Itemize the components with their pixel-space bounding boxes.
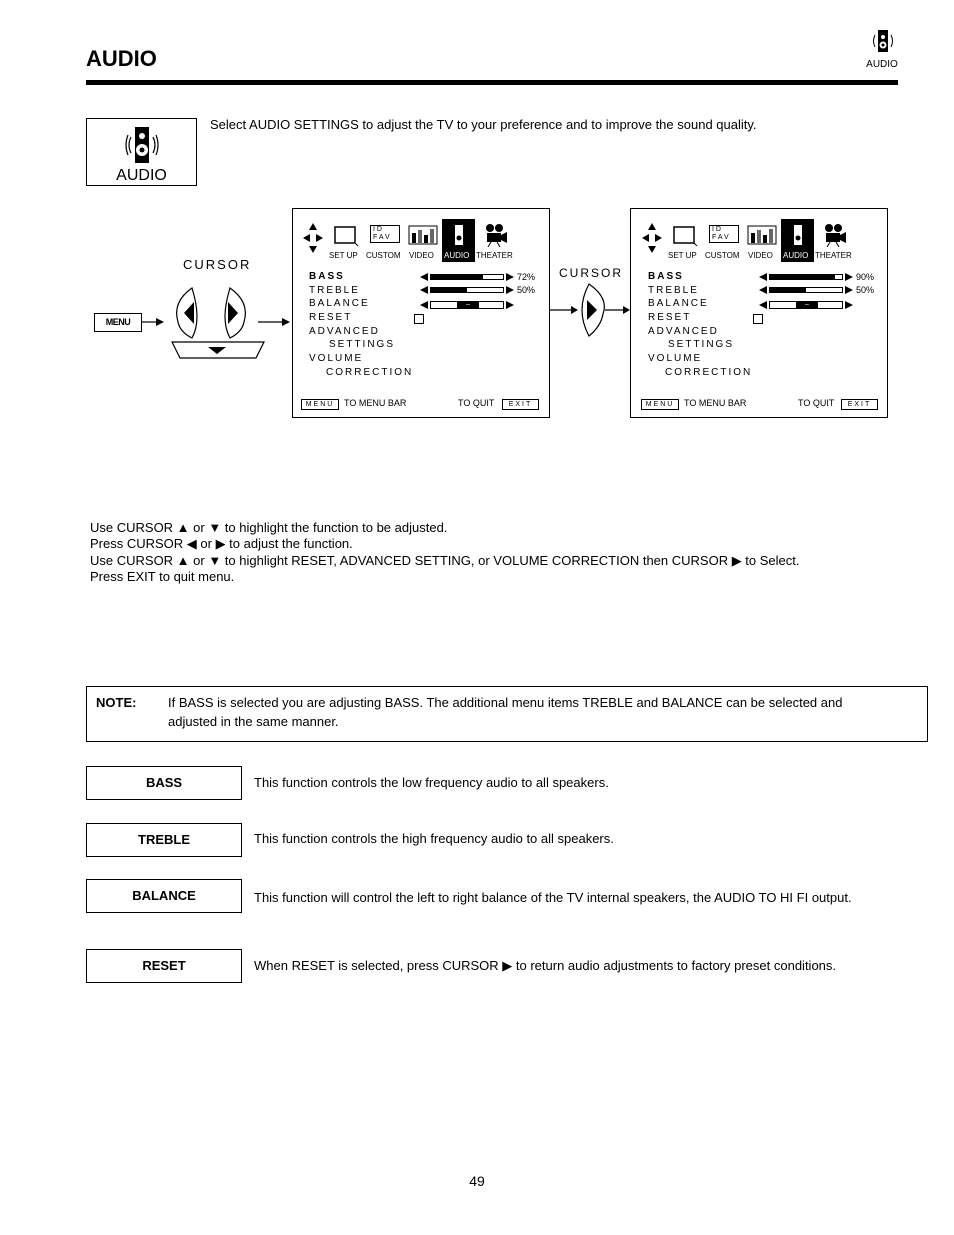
setup-tv-icon (672, 225, 698, 247)
custom-fav-icon: I D F A V (370, 225, 400, 243)
bass-bar (769, 274, 843, 280)
menu-item-balance: BALANCE (648, 298, 709, 309)
footer-menu-text: TO MENU BAR (684, 398, 747, 408)
balance-bar (430, 301, 504, 309)
right-arrow-icon (845, 286, 853, 294)
speaker-icon (450, 223, 468, 247)
theater-camera-icon (822, 223, 848, 247)
right-arrow-icon (845, 301, 853, 309)
video-icon (408, 225, 438, 245)
balance-center-mark: – (796, 302, 818, 308)
page-number: 49 (469, 1173, 485, 1189)
note-text-line-2: adjusted in the same manner. (168, 714, 339, 729)
footer-menu-button: MENU (641, 399, 679, 410)
instruction-line-1: Use CURSOR ▲ or ▼ to highlight the function to be adjusted. (90, 520, 448, 535)
title-rule (86, 80, 898, 85)
audio-icon-label: AUDIO (116, 167, 167, 184)
menu-item-reset: RESET (648, 312, 692, 323)
audio-icon-box (86, 118, 197, 186)
reset-checkbox (414, 314, 424, 324)
footer-menu-text: TO MENU BAR (344, 398, 407, 408)
footer-exit-button: EXIT (502, 399, 539, 410)
menu-button: MENU (94, 313, 142, 332)
function-desc-bass: This function controls the low frequency audio to all speakers. (254, 775, 609, 790)
intro-text: Select AUDIO SETTINGS to adjust the TV to your preference and to improve the sound quality. (210, 117, 757, 132)
menu-item-correction: CORRECTION (326, 367, 414, 378)
footer-exit-button: EXIT (841, 399, 878, 410)
treble-bar (769, 287, 843, 293)
tab-video: VIDEO (748, 251, 773, 260)
instruction-line-3: Use CURSOR ▲ or ▼ to highlight RESET, ADVANCED SETTING, or VOLUME CORRECTION then CURSOR ▶ to Select. (90, 553, 800, 568)
treble-percent: 50% (517, 285, 536, 295)
menu-item-volume: VOLUME (648, 353, 703, 364)
menu-screen-1 (292, 208, 550, 418)
function-label-balance: BALANCE (86, 879, 242, 913)
treble-bar-fill (770, 288, 806, 292)
tab-theater: THEATER (476, 251, 513, 260)
cursor-label: CURSOR (183, 257, 252, 272)
function-desc-balance: This function will control the left to right balance of the TV internal speakers, the AUDIO TO HI FI output. (254, 890, 852, 905)
note-box (86, 686, 928, 742)
bass-bar-fill (770, 275, 835, 279)
speaker-icon (870, 28, 896, 54)
setup-tv-icon (333, 225, 359, 247)
tab-custom: CUSTOM (705, 251, 740, 260)
custom-fav-icon: I D F A V (709, 225, 739, 243)
cursor-arrows-icon (303, 223, 323, 253)
function-label-bass: BASS (86, 766, 242, 800)
treble-percent: 50% (856, 285, 875, 295)
note-text-line-1: If BASS is selected you are adjusting BASS. The additional menu items TREBLE and BALANCE can be selected and (168, 695, 843, 710)
function-label-reset: RESET (86, 949, 242, 983)
right-arrow-icon (506, 301, 514, 309)
tab-setup: SET UP (668, 251, 697, 260)
bass-percent: 90% (856, 272, 875, 282)
theater-camera-icon (483, 223, 509, 247)
treble-bar (430, 287, 504, 293)
speaker-icon (125, 125, 159, 165)
tab-audio: AUDIO (444, 251, 470, 260)
left-arrow-icon (420, 301, 428, 309)
instruction-line-4: Press EXIT to quit menu. (90, 569, 235, 584)
balance-bar (769, 301, 843, 309)
instruction-line-2: Press CURSOR ◀ or ▶ to adjust the function. (90, 536, 353, 551)
menu-item-volume: VOLUME (309, 353, 364, 364)
bass-percent: 72% (517, 272, 536, 282)
left-arrow-icon (420, 286, 428, 294)
tab-audio: AUDIO (783, 251, 809, 260)
bass-bar-fill (431, 275, 483, 279)
footer-quit-text: TO QUIT (458, 398, 495, 408)
menu-item-reset: RESET (309, 312, 353, 323)
right-arrow-icon (506, 286, 514, 294)
footer-quit-text: TO QUIT (798, 398, 835, 408)
function-label-treble: TREBLE (86, 823, 242, 857)
menu-item-balance: BALANCE (309, 298, 370, 309)
menu-item-bass: BASS (309, 271, 345, 282)
left-arrow-icon (420, 273, 428, 281)
bass-bar (430, 274, 504, 280)
right-arrow-icon (506, 273, 514, 281)
left-arrow-icon (759, 286, 767, 294)
note-label: NOTE: (96, 695, 137, 710)
left-arrow-icon (759, 301, 767, 309)
tab-setup: SET UP (329, 251, 358, 260)
footer-menu-button: MENU (301, 399, 339, 410)
menu-item-treble: TREBLE (309, 285, 360, 296)
menu-item-treble: TREBLE (648, 285, 699, 296)
right-arrow-icon (845, 273, 853, 281)
left-arrow-icon (759, 273, 767, 281)
cursor-label-mid: CURSOR (559, 266, 624, 280)
treble-bar-fill (431, 288, 467, 292)
function-desc-reset: When RESET is selected, press CURSOR ▶ to return audio adjustments to factory preset conditions. (254, 958, 837, 973)
reset-checkbox (753, 314, 763, 324)
balance-center-mark: – (457, 302, 479, 308)
cursor-right-diagram (549, 282, 631, 338)
menu-item-correction: CORRECTION (665, 367, 753, 378)
tab-theater: THEATER (815, 251, 852, 260)
page-title: AUDIO (86, 46, 157, 71)
tab-custom: CUSTOM (366, 251, 401, 260)
menu-item-advanced: ADVANCED (309, 326, 380, 337)
corner-icon-label: AUDIO (866, 59, 898, 70)
menu-item-settings: SETTINGS (329, 339, 396, 350)
menu-item-bass: BASS (648, 271, 684, 282)
cursor-pad-diagram (142, 280, 292, 370)
speaker-icon (789, 223, 807, 247)
menu-item-advanced: ADVANCED (648, 326, 719, 337)
function-desc-treble: This function controls the high frequency audio to all speakers. (254, 831, 614, 846)
cursor-arrows-icon (642, 223, 662, 253)
video-icon (747, 225, 777, 245)
tab-video: VIDEO (409, 251, 434, 260)
menu-screen-2 (630, 208, 888, 418)
menu-item-settings: SETTINGS (668, 339, 735, 350)
